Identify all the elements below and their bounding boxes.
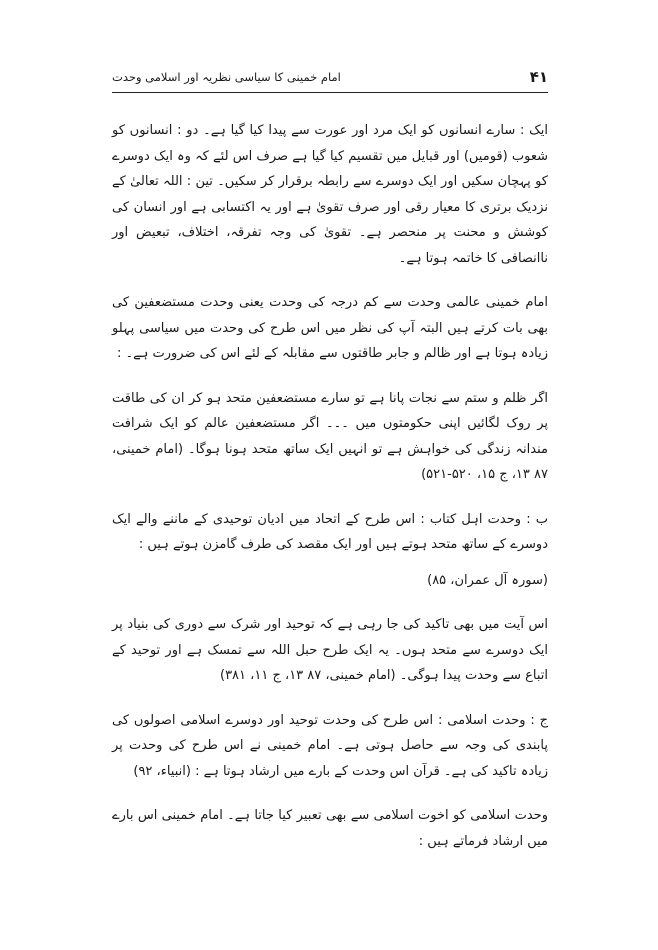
paragraph-islamic-unity: ج : وحدت اسلامی : اس طرح کی وحدت توحید اور دوسرے اسلامی اصولوں کی پابندی کی وجہ سے حاصل ہوتی ہے۔ امام خمینی نے اس طرح کی وحدت پر زیادہ تاکید کی ہے۔ قرآن اس وحدت کے بارے میں ارشاد ہوتا ہے : (انبیاء، ۹۲) [112, 712, 548, 779]
header-rule [112, 92, 548, 93]
paragraph-verse-commentary: اس آیت میں بھی تاکید کی جا رہی ہے کہ توحید اور شرک سے دوری کی بنیاد پر ایک دوسرے سے متحد ہوں۔ یہ ایک طرح حبل اللہ سے تمسک ہے اور توحید کے اتباع سے وحدت پیدا ہوگی۔ (امام خمینی، ۸۷ ۱۳، ج ۱۱، ۳۸۱) [112, 617, 548, 683]
paragraph-unity-of-oppressed: امام خمینی عالمی وحدت سے کم درجہ کی وحدت یعنی وحدت مستضعفین کی بھی بات کرتے ہیں البتہ آپ کی نظر میں اس طرح کی وحدت میں سیاسی پہلو زیادہ ہوتا ہے اور ظالم و جابر طاقتوں سے مقابلہ کے لئے اس کی ضرورت ہے۔ : [112, 295, 548, 361]
paragraph-quote-oppressed: اگر ظلم و ستم سے نجات پانا ہے تو سارے مستضعفین متحد ہو کر ان کی طاقت پر روک لگائیں اپنی حکومتوں میں ۔۔۔ اگر مستضعفین عالم کو ایک شرافت مندانہ زندگی کی خواہش ہے تو انہیں ایک ساتھ متحد ہونا ہوگا۔ (امام خمینی، ۸۷ ۱۳، ج ۱۵، ۵۲۰-۵۲۱) [112, 390, 548, 482]
paragraph-islamic-brotherhood: وحدت اسلامی کو اخوت اسلامی سے بھی تعبیر کیا جاتا ہے۔ امام خمینی اس بارے میں ارشاد فرماتے ہیں : [112, 808, 548, 849]
page-header [112, 64, 548, 90]
paragraph-people-of-book: ب : وحدت اہل کتاب : اس طرح کے اتحاد میں ادیان توحیدی کے ماننے والے ایک دوسرے کے ساتھ متحد ہوتے ہیں اور ایک مقصد کی طرف گامزن ہوتے ہیں : [112, 511, 548, 552]
paragraph-creation-principles: ایک : سارے انسانوں کو ایک مرد اور عورت سے پیدا کیا گیا ہے۔ دو : انسانوں کو شعوب (قومیں) اور قبایل میں تقسیم کیا گیا ہے صرف اس لئے کہ وہ ایک دوسرے کو پہچان سکیں اور ایک دوسرے سے رابطہ برقرار کر سکیں۔ تین : اللہ تعالیٰ کے نزدیک برتری کا معیار رقی اور صرف تقویٰ ہے اور یہ اکتسابی ہے اور انسان کی کوشش و محنت پر منحصر ہے۔ تقویٰ کی وجہ تفرقہ، اختلاف، تبعیض اور ناانصافی کا خاتمہ ہوتا ہے۔ [112, 123, 548, 266]
running-title: امام خمینی کا سیاسی نظریہ اور اسلامی وحدت [112, 70, 341, 84]
body-text [112, 118, 548, 873]
page-number: ۴۱ [529, 68, 548, 86]
verse-reference: (سورہ آل عمران، ۸۵) [427, 572, 548, 588]
